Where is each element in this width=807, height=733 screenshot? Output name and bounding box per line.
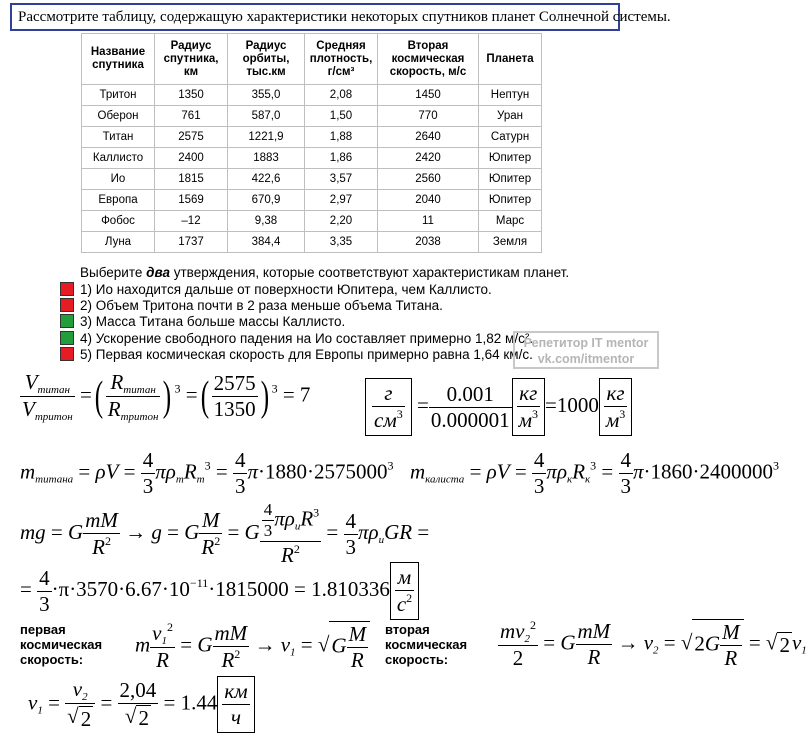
- table-cell: Юпитер: [479, 169, 542, 190]
- table-cell: Марс: [479, 211, 542, 232]
- table-cell: 3,57: [305, 169, 378, 190]
- correct-mark-icon: [60, 331, 74, 345]
- table-row: [82, 232, 542, 253]
- col-header: Средняя плотность, г/см³: [305, 34, 378, 85]
- table-header-row: [82, 34, 542, 85]
- table-row: [82, 169, 542, 190]
- formula-mass-titan: $m_{титана} = \rho V$ = $\frac{4}{3}$ $\pi\rho_тR_т^3$ = $\frac{4}{3}$ $\pi\cdot 1880\cdot 2575000^3$: [20, 448, 394, 498]
- table-cell: 1569: [155, 190, 228, 211]
- table-cell: 2,97: [305, 190, 378, 211]
- watermark: [513, 331, 659, 369]
- table-cell: 1883: [228, 148, 305, 169]
- formula-g-numeric: = $\frac{4}{3}$ $\cdot\pi\cdot 3570\cdot 6.67\cdot 10^{-11}\cdot 1815000 = 1.810336$ $\frac{м}{с^2}$: [20, 562, 419, 620]
- table-cell: Нептун: [479, 85, 542, 106]
- col-header: Название спутника: [82, 34, 155, 85]
- table-cell: 587,0: [228, 106, 305, 127]
- table-cell: Европа: [82, 190, 155, 211]
- table-cell: 1,86: [305, 148, 378, 169]
- table-cell: Фобос: [82, 211, 155, 232]
- wrong-mark-icon: [60, 298, 74, 312]
- question-prompt: [80, 265, 569, 280]
- option-text: 5) Первая космическая скорость для Европы примерно равна 1,64 км/с.: [80, 347, 533, 362]
- table-cell: Тритон: [82, 85, 155, 106]
- table-cell: –12: [155, 211, 228, 232]
- answer-option-5[interactable]: [60, 347, 533, 363]
- col-header: Радиус спутника, км: [155, 34, 228, 85]
- table-cell: 9,38: [228, 211, 305, 232]
- table-cell: Уран: [479, 106, 542, 127]
- table-cell: Ио: [82, 169, 155, 190]
- table-cell: 1,88: [305, 127, 378, 148]
- table-cell: 670,9: [228, 190, 305, 211]
- table-row: [82, 190, 542, 211]
- table-cell: Каллисто: [82, 148, 155, 169]
- table-cell: 355,0: [228, 85, 305, 106]
- table-cell: 1350: [155, 85, 228, 106]
- table-cell: 1815: [155, 169, 228, 190]
- col-header: Радиус орбиты, тыс.км: [228, 34, 305, 85]
- correct-mark-icon: [60, 314, 74, 328]
- answer-option-1[interactable]: [60, 282, 492, 298]
- table-row: [82, 85, 542, 106]
- vol-ratio-result: = 7: [282, 382, 311, 407]
- table-row: [82, 127, 542, 148]
- table-cell: 2,08: [305, 85, 378, 106]
- wrong-mark-icon: [60, 347, 74, 361]
- table-cell: 1221,9: [228, 127, 305, 148]
- table-cell: 2575: [155, 127, 228, 148]
- formula-v1-numeric: $v_1$ = $\frac{v_2}{√2}$ = $\frac{2,04}{√2}$ = 1.44 $\frac{км}{ч}$: [28, 676, 255, 733]
- label-first-cosmic-speed: первая космическая скорость:: [20, 622, 103, 667]
- table-cell: 2038: [378, 232, 479, 253]
- num-2575: 2575: [213, 371, 256, 395]
- prompt-suffix: утверждения, которые соответствуют характеристикам планет.: [169, 265, 570, 280]
- option-text: 1) Ио находится дальше от поверхности Юпитера, чем Каллисто.: [80, 282, 492, 297]
- option-text: 2) Объем Тритона почти в 2 раза меньше объема Титана.: [80, 298, 443, 313]
- col-header: Вторая космическая скорость, м/с: [378, 34, 479, 85]
- col-header: Планета: [479, 34, 542, 85]
- answer-option-4[interactable]: [60, 331, 533, 347]
- table-cell: 384,4: [228, 232, 305, 253]
- table-cell: Оберон: [82, 106, 155, 127]
- wrong-mark-icon: [60, 282, 74, 296]
- prompt-prefix: Выберите: [80, 265, 147, 280]
- answer-option-2[interactable]: [60, 298, 443, 314]
- table-cell: 761: [155, 106, 228, 127]
- table-cell: Луна: [82, 232, 155, 253]
- table-cell: 11: [378, 211, 479, 232]
- prompt-emphasis: два: [146, 265, 170, 280]
- table-cell: 3,35: [305, 232, 378, 253]
- option-text: 3) Масса Титана больше массы Каллисто.: [80, 314, 346, 329]
- formula-first-cosmic-speed: m $\frac{v_1^2}{R}$ = G $\frac{mM}{R^2}$ → $v_1 = √G$ $\frac{M}{R}$: [135, 620, 370, 673]
- table-cell: Земля: [479, 232, 542, 253]
- table-row: [82, 106, 542, 127]
- table-cell: 1737: [155, 232, 228, 253]
- task-title: Рассмотрите таблицу, содержащую характеристики некоторых спутников планет Солнечной системы.: [10, 3, 620, 31]
- table-row: [82, 148, 542, 169]
- satellite-table: [81, 33, 542, 253]
- num-1350: 1350: [213, 397, 256, 421]
- label-second-cosmic-speed: вторая космическая скорость:: [385, 622, 468, 667]
- formula-volume-ratio: $\frac{V_{титан}}{V_{тритон}}$ =( $\frac{R_{титан}}{R_{тритон}}$ ) $^3$ =( $\frac{2575}{1350}$ ) $^3$ = 7: [22, 370, 311, 423]
- table-cell: 2640: [378, 127, 479, 148]
- table-cell: 2040: [378, 190, 479, 211]
- table-row: [82, 211, 542, 232]
- table-cell: Титан: [82, 127, 155, 148]
- formula-g-derivation: mg = G $\frac{mM}{R^2}$ → g = G $\frac{M}{R^2}$ = G $\frac{4}{3}$ $\pi\rho_иR^3$ $R^2$ = $\frac{4}{3}$ $\pi\rho_иGR$ =: [20, 500, 430, 567]
- formula-density-units: $\frac{г}{см^3}$ = $\frac{0.001}{0.000001}$ $\frac{кг}{м^3}$ =1000 $\frac{кг}{м^3}$: [365, 378, 632, 436]
- table-cell: Юпитер: [479, 190, 542, 211]
- table-cell: 2560: [378, 169, 479, 190]
- watermark-line2: vk.com/itmentor: [537, 352, 635, 366]
- answer-option-3[interactable]: [60, 314, 345, 330]
- table-cell: 422,6: [228, 169, 305, 190]
- table-cell: 1,50: [305, 106, 378, 127]
- formula-second-cosmic-speed: $\frac{mv_2^2}{2}$ = G $\frac{mM}{R}$ → $v_2 = √2G$ $\frac{M}{R}$ = $√2v_1$: [500, 618, 807, 670]
- formula-mass-callisto: $m_{калиста} = \rho V$ = $\frac{4}{3}$ $\pi\rho_кR_к^3$ = $\frac{4}{3}$ $\pi\cdot 1860\cdot 2400000^3$: [410, 448, 780, 498]
- table-cell: 2,20: [305, 211, 378, 232]
- table-cell: 2420: [378, 148, 479, 169]
- table-cell: 1450: [378, 85, 479, 106]
- option-text: 4) Ускорение свободного падения на Ио составляет примерно 1,82 м/с².: [80, 331, 534, 346]
- table-cell: Юпитер: [479, 148, 542, 169]
- table-cell: 770: [378, 106, 479, 127]
- table-cell: Сатурн: [479, 127, 542, 148]
- table-cell: 2400: [155, 148, 228, 169]
- watermark-line1: Репетитор IT mentor: [523, 336, 649, 350]
